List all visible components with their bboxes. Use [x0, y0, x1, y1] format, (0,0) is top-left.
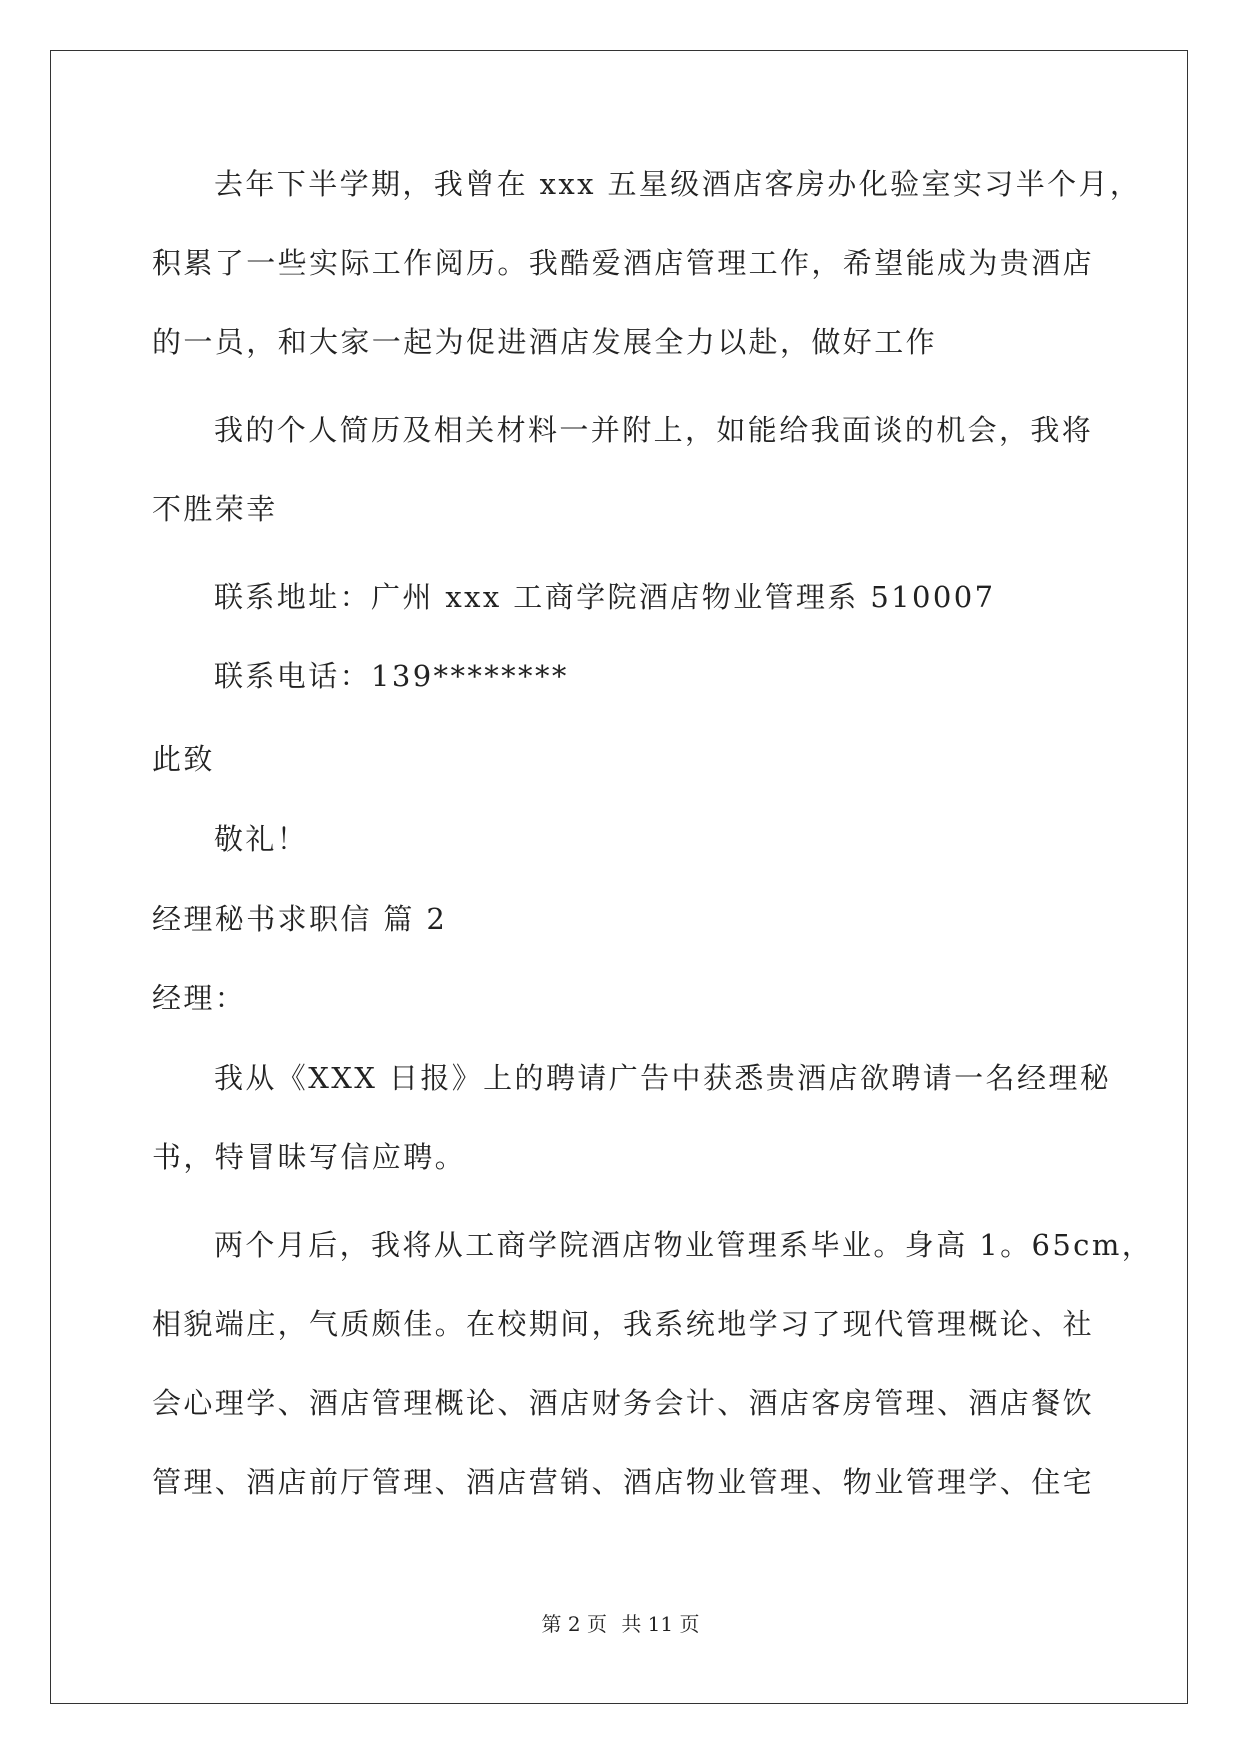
paragraph-line: 我从《XXX 日报》上的聘请广告中获悉贵酒店欲聘请一名经理秘	[214, 1061, 1112, 1095]
paragraph-line: 相貌端庄，气质颇佳。在校期间，我系统地学习了现代管理概论、社	[152, 1307, 1095, 1341]
letter-greeting: 经理：	[152, 981, 247, 1015]
paragraph-line: 会心理学、酒店管理概论、酒店财务会计、酒店客房管理、酒店餐饮	[152, 1386, 1095, 1420]
closing-regards: 敬礼！	[214, 822, 309, 856]
contact-address: 联系地址：广州 xxx 工商学院酒店物业管理系 510007	[214, 580, 996, 614]
section-heading: 经理秘书求职信 篇 2	[152, 902, 448, 936]
page-total: 共 11 页	[621, 1612, 700, 1636]
paragraph-line: 积累了一些实际工作阅历。我酷爱酒店管理工作，希望能成为贵酒店	[152, 246, 1095, 280]
page-frame	[50, 50, 1188, 1704]
paragraph-line: 管理、酒店前厅管理、酒店营销、酒店物业管理、物业管理学、住宅	[152, 1465, 1095, 1499]
paragraph-line: 的一员，和大家一起为促进酒店发展全力以赴，做好工作	[152, 325, 938, 359]
paragraph-line: 书，特冒昧写信应聘。	[152, 1140, 467, 1174]
contact-phone: 联系电话：139********	[214, 659, 569, 693]
page-number: 第 2 页	[541, 1612, 607, 1636]
paragraph-line: 两个月后，我将从工商学院酒店物业管理系毕业。身高 1。65cm，	[214, 1228, 1154, 1262]
page-footer	[0, 1608, 1241, 1637]
paragraph-line: 不胜荣幸	[152, 492, 278, 526]
paragraph-line: 去年下半学期，我曾在 xxx 五星级酒店客房办化验室实习半个月，	[214, 167, 1142, 201]
closing-salutation: 此致	[152, 742, 215, 776]
paragraph-line: 我的个人简历及相关材料一并附上，如能给我面谈的机会，我将	[214, 413, 1094, 447]
